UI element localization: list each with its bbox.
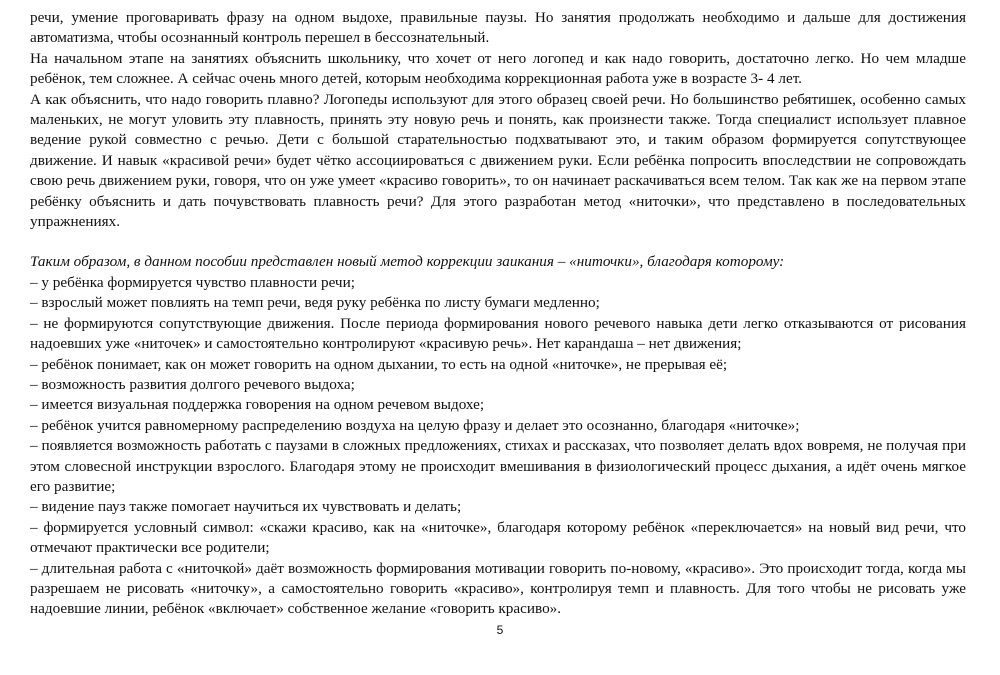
paragraph-2: На начальном этапе на занятиях объяснить школьнику, что хочет от него логопед и как надо говорить, достаточно легко. Но чем младше ребёнок, тем сложнее. А сейчас очень много детей, которым необходима коррекционная работа уже в возрасте 3- 4 лет. — [30, 49, 966, 88]
list-item: – ребёнок учится равномерному распределению воздуха на целую фразу и делает это осознанно, благодаря «ниточке»; — [30, 416, 800, 434]
list-item: – формируется условный символ: «скажи красиво, как на «ниточке», благодаря которому ребёнок «переключается» на новый вид речи, что отмечают практически все родители; — [30, 518, 966, 557]
list-item: – имеется визуальная поддержка говорения на одном речевом выдохе; — [30, 396, 485, 414]
list-item: – ребёнок понимает, как он может говорить на одном дыхании, то есть на одной «ниточке», не прерывая её; — [30, 355, 728, 373]
list-item: – у ребёнка формируется чувство плавности речи; — [30, 273, 355, 291]
paragraph-spacer — [30, 232, 966, 252]
list-item: – длительная работа с «ниточкой» даёт возможность формирования мотивации говорить по-новому, «красиво». Это происходит тогда, когда мы разрешаем не рисовать «ниточку», а самостоятельно говорить «красиво», контролируя темп и плавность. Для того чтобы не рисовать уже надоевшие линии, ребёнок «включает» собственное желание «говорить красиво». — [30, 559, 966, 618]
list-item: – не формируются сопутствующие движения. После периода формирования нового речевого навыка дети легко отказываются от рисования надоевших уже «ниточек» и самостоятельно контролируют «красивую речь». Нет карандаша – нет движения; — [30, 314, 966, 353]
paragraph-1: речи, умение проговаривать фразу на одном выдохе, правильные паузы. Но занятия продолжать необходимо и дальше для достижения автоматизма, чтобы осознанный контроль перешел в бессознательный. — [30, 9, 966, 47]
list-item: – взрослый может повлиять на темп речи, ведя руку ребёнка по листу бумаги медленно; — [30, 294, 600, 312]
benefits-list — [30, 273, 966, 620]
paragraph-3: А как объяснить, что надо говорить плавно? Логопеды используют для этого образец своей речи. Но большинство ребятишек, особенно самых маленьких, не могут уловить эту плавность, принять эту новую речь и понять, как произнести также. Тогда специалист использует плавное ведение рукой совместно с речью. Дети с большой старательностью подхватывают это, и таким образом формируется сопутствующее движение. И навык «красивой речи» будет чётко ассоциироваться с движением руки. Если ребёнка попросить впоследствии не сопровождать свою речь движением руки, говоря, что он уже умеет «красиво говорить», то он начинает раскачиваться всем телом. Так как же на первом этапе ребёнку объяснить и дать почувствовать плавность речи? Для этого разработан метод «ниточки», что представлено в последовательных упражнениях. — [30, 90, 966, 231]
list-item: – появляется возможность работать с паузами в сложных предложениях, стихах и рассказах, что позволяет делать вдох вовремя, не получая при этом словесной инструкции взрослого. Благодаря этому не происходит вмешивания в физиологический процесс дыхания, а идёт очень мягкое его развитие; — [30, 437, 966, 495]
document-page — [30, 8, 966, 620]
intro-italic-paragraph: Таким образом, в данном пособии представлен новый метод коррекции заикания – «ниточки», благодаря которому: — [30, 253, 785, 271]
page-number: 5 — [496, 623, 504, 637]
list-item: – видение пауз также помогает научиться их чувствовать и делать; — [30, 498, 462, 516]
list-item: – возможность развития долгого речевого выдоха; — [30, 375, 355, 393]
